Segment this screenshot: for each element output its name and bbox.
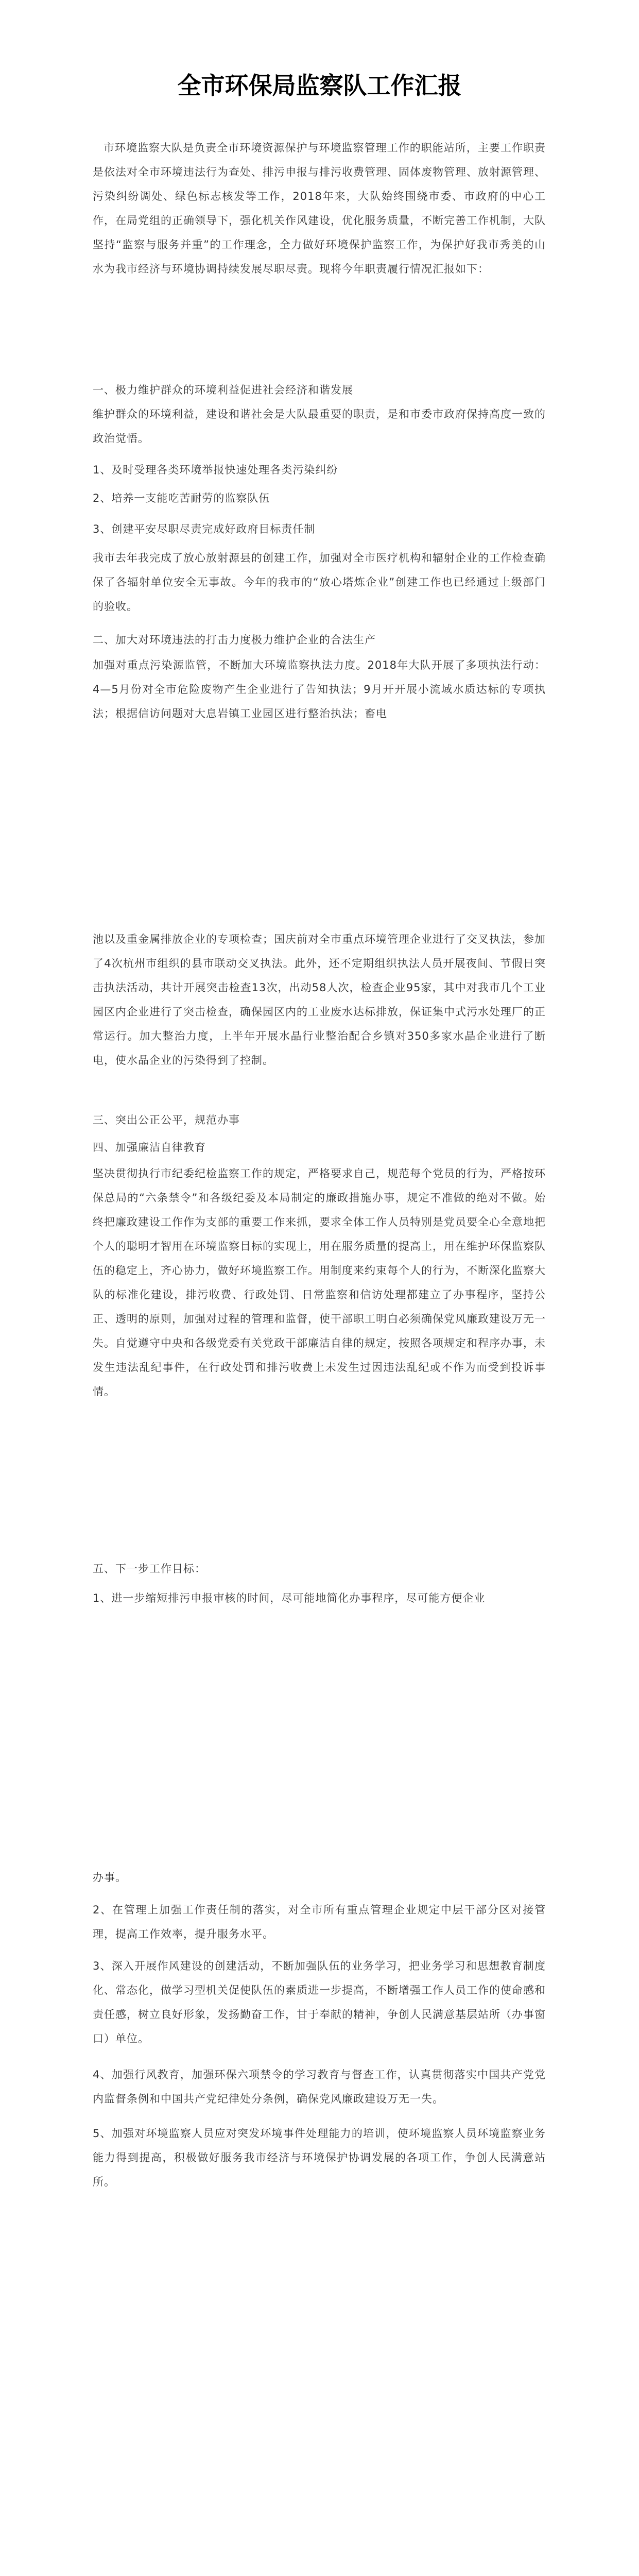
list-item: 2、在管理上加强工作责任制的落实，对全市所有重点管理企业规定中层干部分区对接管理，提高工作效率，提升服务水平。 xyxy=(93,1904,546,1940)
body-paragraph: 我市去年我完成了放心放射源县的创建工作，加强对全市医疗机构和辐射企业的工作检查确保了各辐射单位安全无事故。今年的我市的“放心塔炼企业”创建工作也已经通过上级部门的验收。 xyxy=(93,552,546,613)
page-title: 全市环保局监察队工作汇报 xyxy=(177,72,462,99)
section-heading: 一、极力维护群众的环境利益促进社会经济和谐发展 xyxy=(93,384,353,396)
list-item: 1、进一步缩短排污申报审核的时间，尽可能地简化办事程序，尽可能方便企业 xyxy=(93,1592,486,1604)
section-heading: 五、下一步工作目标： xyxy=(93,1563,206,1575)
section-heading: 二、加大对环境违法的打击力度极力维护企业的合法生产 xyxy=(93,634,376,646)
list-item: 3、创建平安尽职尽责完成好政府目标责任制 xyxy=(93,523,316,535)
body-paragraph: 坚决贯彻执行市纪委纪检监察工作的规定，严格要求自己，规范每个党员的行为，严格按环保总局的“六条禁令”和各级纪委及本局制定的廉政措施办事，规定不准做的绝对不做。始终把廉政建设工作作为支部的重要工作来抓，要求全体工作人员特别是党员要全心全意地把个人的聪明才智用在环境监察目标的实现上，用在服务质量的提高上，用在维护环保监察队伍的稳定上，齐心协力，做好环境监察工作。用制度来约束每个人的行为，不断深化监察大队的标准化建设，排污收费、行政处罚、日常监察和信访处理都建立了办事程序，坚持公正、透明的原则，加强对过程的管理和监督，使干部职工明白必须确保党风廉政建设万无一失。自觉遵守中央和各级党委有关党政干部廉洁自律的规定，按照各项规定和程序办事，未发生违法乱纪事件，在行政处罚和排污收费上未发生过因违法乱纪或不作为而受到投诉事情。 xyxy=(93,1167,546,1398)
body-paragraph: 维护群众的环境利益，建设和谐社会是大队最重要的职责，是和市委市政府保持高度一致的政治觉悟。 xyxy=(93,408,546,445)
list-item: 1、及时受理各类环境举报快速处理各类污染纠纷 xyxy=(93,464,338,476)
list-item-continued: 办事。 xyxy=(93,1871,127,1884)
section-heading: 三、突出公正公平，规范办事 xyxy=(93,1114,240,1126)
section-heading: 四、加强廉洁自律教育 xyxy=(93,1141,206,1154)
list-item: 3、深入开展作风建设的创建活动，不断加强队伍的业务学习，把业务学习和思想教育制度化、常态化，做学习型机关促使队伍的素质进一步提高，不断增强工作人员工作的使命感和责任感，树立良好形象，发扬勤奋工作，甘于奉献的精神，争创人民满意基层站所（办事窗口）单位。 xyxy=(93,1960,546,2045)
list-item: 4、加强行风教育，加强环保六项禁令的学习教育与督查工作，认真贯彻落实中国共产党党内监督条例和中国共产党纪律处分条例，确保党风廉政建设万无一失。 xyxy=(93,2069,546,2105)
body-paragraph: 池以及重金属排放企业的专项检查；国庆前对全市重点环境管理企业进行了交叉执法，参加了4次杭州市组织的县市联动交叉执法。此外，还不定期组织执法人员开展夜间、节假日突击执法活动，共计开展突击检查13次，出动58人次，检查企业95家，其中对我市几个工业园区内企业进行了突击检查，确保园区内的工业废水达标排放，保证集中式污水处理厂的正常运行。加大整治力度，上半年开展水晶行业整治配合乡镇对350多家水晶企业进行了断电，使水晶企业的污染得到了控制。 xyxy=(93,933,546,1066)
list-item: 5、加强对环境监察人员应对突发环境事件处理能力的培训，使环境监察人员环境监察业务能力得到提高，积极做好服务我市经济与环境保护协调发展的各项工作，争创人民满意站所。 xyxy=(93,2127,546,2188)
body-paragraph: 加强对重点污染源监管，不断加大环境监察执法力度。2018年大队开展了多项执法行动：4—5月份对全市危险废物产生企业进行了告知执法；9月开开展小流域水质达标的专项执法；根据信访问题对大息岩镇工业园区进行整治执法；畜电 xyxy=(93,659,546,720)
body-paragraph: 市环境监察大队是负责全市环境资源保护与环境监察管理工作的职能站所，主要工作职责是依法对全市环境违法行为查处、排污申报与排污收费管理、固体废物管理、放射源管理、污染纠纷调处、绿色标志核发等工作，2018年来，大队始终围绕市委、市政府的中心工作，在局党组的正确领导下，强化机关作风建设，优化服务质量，不断完善工作机制，大队坚持“监察与服务并重”的工作理念，全力做好环境保护监察工作，为保护好我市秀美的山水为我市经济与环境协调持续发展尽职尽责。现将今年职责履行情况汇报如下： xyxy=(93,142,546,275)
list-item: 2、培养一支能吃苦耐劳的监察队伍 xyxy=(93,492,270,504)
